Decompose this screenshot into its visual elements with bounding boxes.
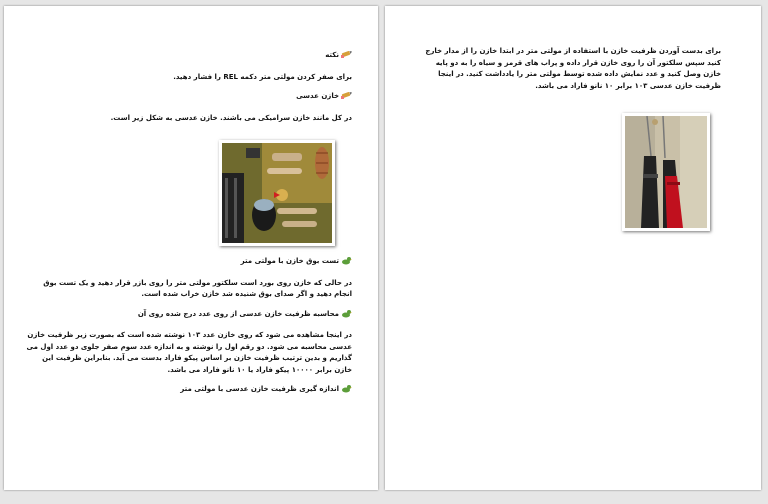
circuit-board-image [222, 143, 332, 243]
circuit-board-photo [219, 140, 335, 246]
document-page-right [385, 6, 761, 490]
duck-icon [341, 309, 352, 323]
duck-icon [341, 256, 352, 270]
test-text: در حالی که خازن روی بورد است سلکتور مولتی متر را روی بازر قرار دهید و یک تست بوق انجام دهید و اگر صدای بوق شنیده شد خازن خراب شده است. [43, 278, 352, 298]
measure-heading: اندازه گیری ظرفیت خازن عدسی با مولتی متر [180, 385, 339, 393]
calc-heading: محاسبه ظرفیت خازن عدسی از روی عدد درج شده روی آن [137, 309, 339, 318]
multimeter-probes-photo [622, 113, 710, 231]
duck-icon [341, 384, 352, 398]
multimeter-probes-image [625, 116, 707, 228]
document-page-left [4, 6, 378, 490]
page-right-text [421, 46, 721, 94]
calc-heading-row [24, 309, 352, 323]
test-heading: تست بوق خازن با مولتی متر [240, 257, 339, 265]
pencil-icon [341, 50, 352, 64]
right-page-text: برای بدست آوردن ظرفیت خازن با استفاده از مولتی متر در ابتدا خازن را از مدار خارج کنید سپس سلکتور آن را روی خازن قرار داده و پراب های قرمز و سیاه را به دو پایه خازن وصل کنید و عدد نمایش داده شده توسط مولتی متر را یادداشت کنید. در اینجا ظرفیت خازن عدسی ۱۰۳ برابر ۱۰ نانو فاراد می باشد. [425, 47, 721, 90]
calc-text: در اینجا مشاهده می شود که روی خازن عدد ۱۰۳ نوشته شده است که بصورت زیر ظرفیت خازن عدسی محاسبه می شود. دو رقم اول را نوشته و به اندازه عدد سوم صفر جلوی دو عدد اول می گذاریم و بدین ترتیب ظرفیت خازن بر اساس پیکو فاراد بدست می آید. بنابراین ظرفیت این خازن برابر ۱۰۰۰۰ پیکو فاراد یا ۱۰ نانو فاراد می باشد. [26, 331, 352, 374]
measure-heading-row [24, 384, 352, 398]
lens-cap-heading: خازن عدسی [296, 92, 339, 100]
note-heading: نکته [325, 51, 339, 59]
pencil-icon [341, 91, 352, 105]
note-heading-row [24, 50, 352, 64]
lens-cap-heading-row [24, 91, 352, 105]
test-heading-row [24, 256, 352, 270]
lens-cap-text: در کل مانند خازن سرامیکی می باشند. خازن عدسی به شکل زیر است. [110, 113, 352, 122]
note-text: برای صفر کردن مولتی متر دکمه REL را فشار دهید. [173, 72, 352, 81]
